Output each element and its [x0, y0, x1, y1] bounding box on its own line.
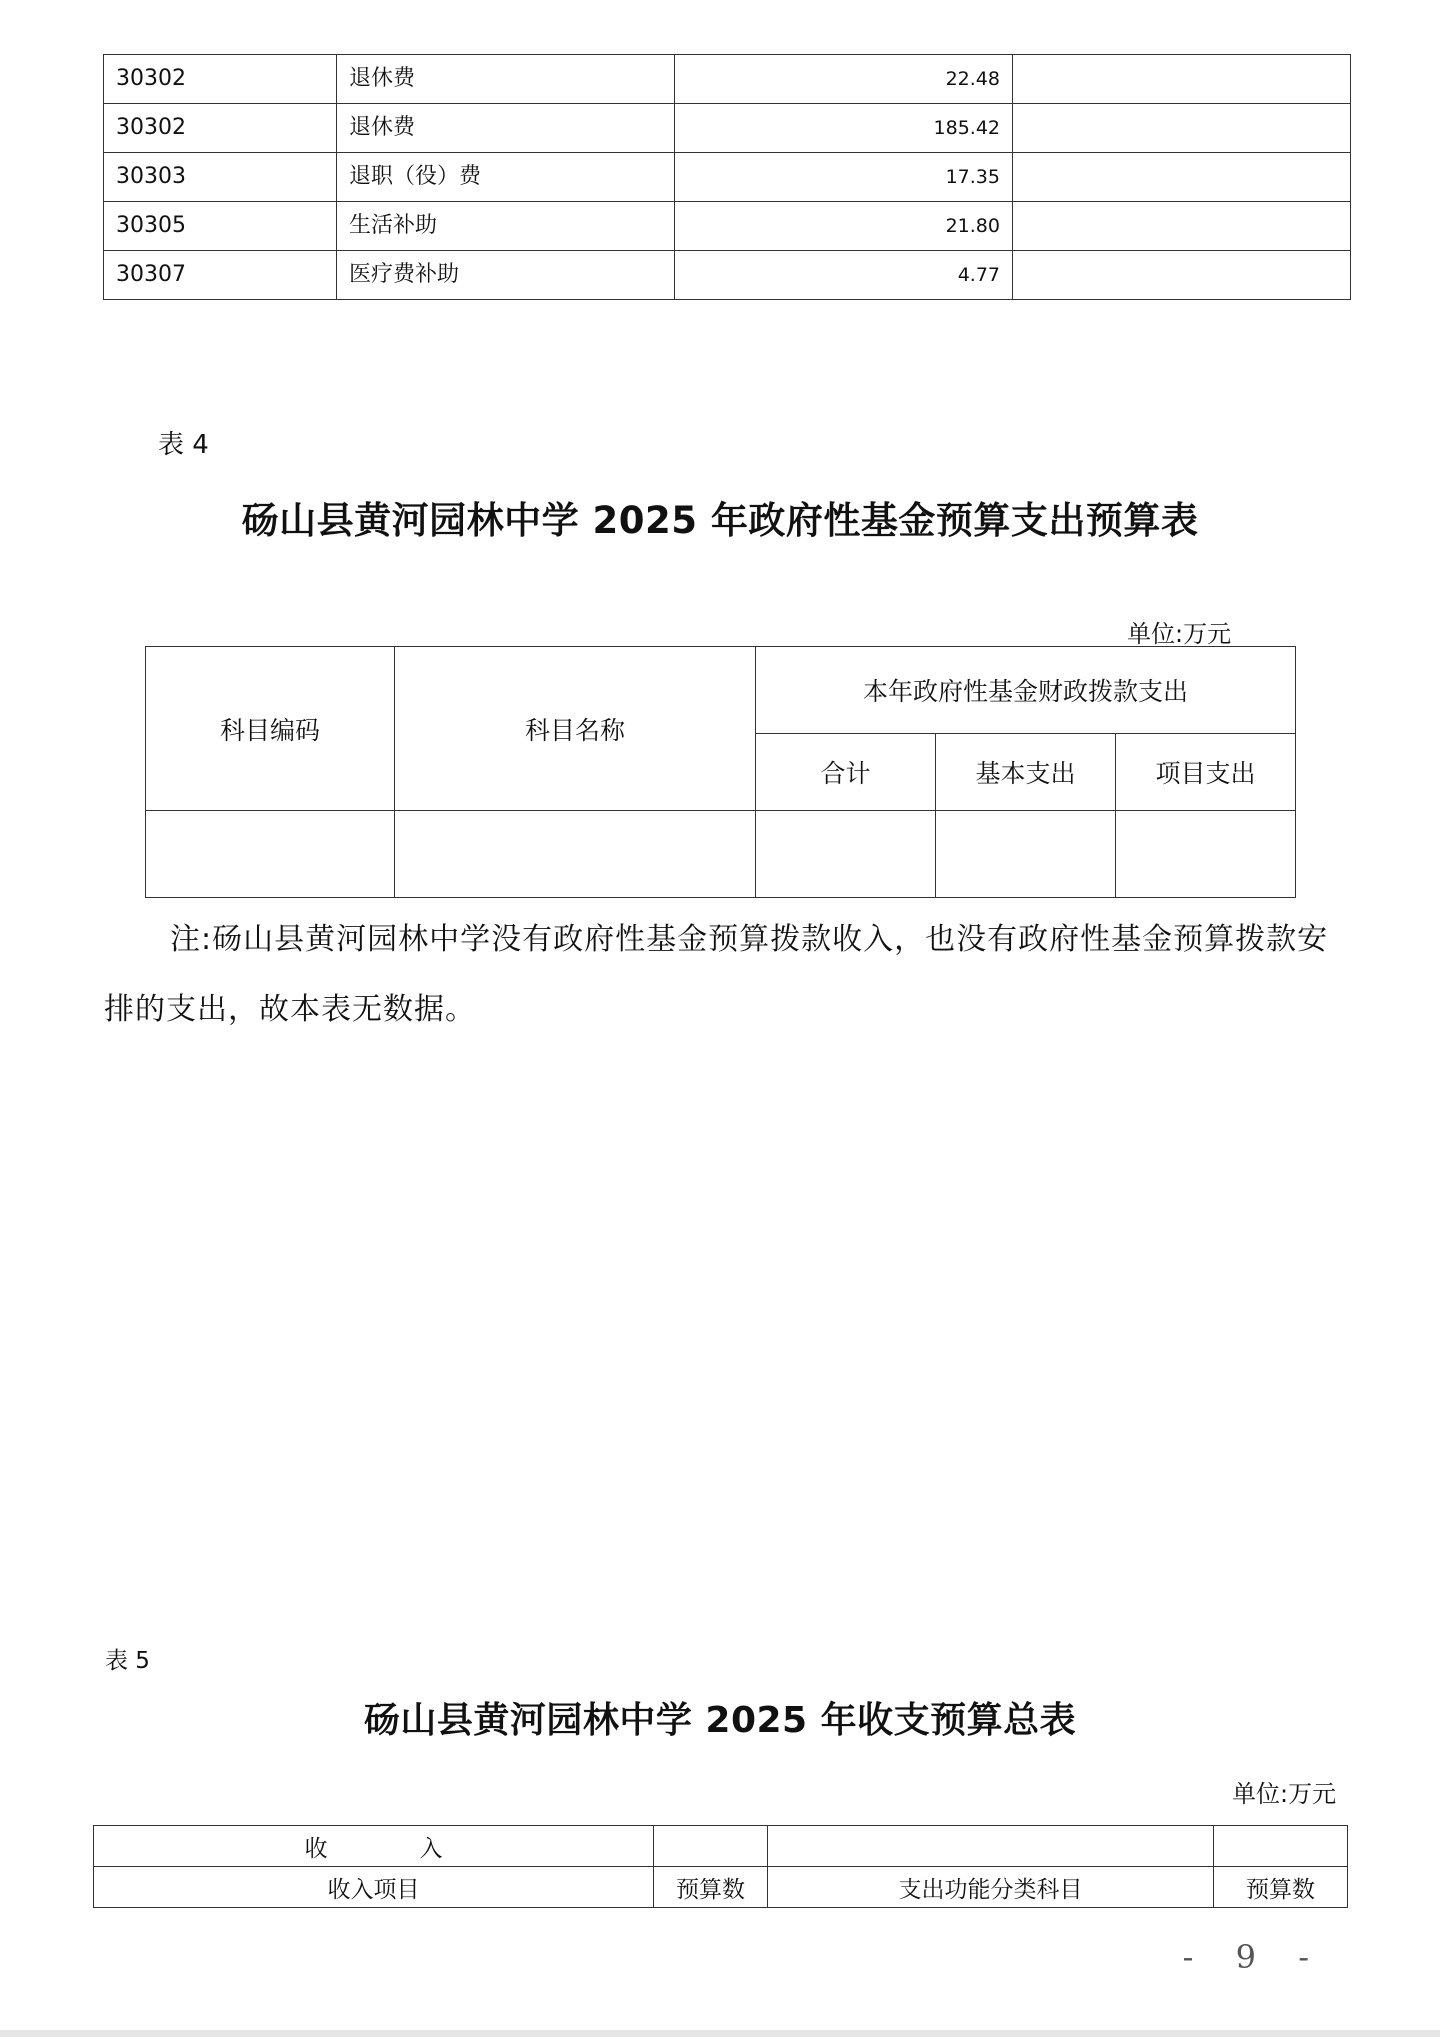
cell-name: 生活补助 — [337, 202, 675, 251]
table5-title: 砀山县黄河园林中学 2025 年收支预算总表 — [363, 1700, 1077, 1741]
header-total: 合计 — [756, 734, 936, 811]
table4-note: 注:砀山县黄河园林中学没有政府性基金预算拨款收入，也没有政府性基金预算拨款安排的支出，故本表无数据。 — [104, 922, 1329, 1027]
empty-cell — [146, 811, 395, 898]
cell-amount: 185.42 — [675, 104, 1013, 153]
cell-extra — [1013, 202, 1351, 251]
empty-cell — [395, 811, 756, 898]
table4-label: 表 4 — [158, 430, 209, 460]
cell-name: 退休费 — [337, 104, 675, 153]
cell-name: 医疗费补助 — [337, 251, 675, 300]
table5-unit: 单位:万元 — [1232, 1780, 1337, 1808]
header-budget-a: 预算数 — [654, 1867, 768, 1908]
cell-extra — [1013, 153, 1351, 202]
table5-label: 表 5 — [105, 1648, 150, 1674]
header-basic: 基本支出 — [936, 734, 1116, 811]
cell-code: 30305 — [104, 202, 337, 251]
table-header-row — [94, 1867, 1348, 1908]
header-name: 科目名称 — [395, 647, 756, 811]
header-code: 科目编码 — [146, 647, 395, 811]
table-row — [104, 251, 1351, 300]
cell-amount: 21.80 — [675, 202, 1013, 251]
table4-title: 砀山县黄河园林中学 2025 年政府性基金预算支出预算表 — [241, 499, 1199, 542]
header-budget-b: 预算数 — [1214, 1867, 1348, 1908]
empty-cell — [768, 1826, 1214, 1867]
empty-cell — [936, 811, 1116, 898]
empty-cell — [654, 1826, 768, 1867]
table-row — [104, 55, 1351, 104]
header-group: 本年政府性基金财政拨款支出 — [756, 647, 1296, 734]
bottom-divider — [0, 2030, 1440, 2037]
cell-name: 退休费 — [337, 55, 675, 104]
cell-extra — [1013, 104, 1351, 153]
table-row — [104, 104, 1351, 153]
table-row — [104, 153, 1351, 202]
table3-continuation — [103, 54, 1351, 300]
cell-amount: 22.48 — [675, 55, 1013, 104]
table4 — [145, 646, 1296, 898]
table-header-row — [146, 647, 1296, 734]
header-project: 项目支出 — [1116, 734, 1296, 811]
cell-extra — [1013, 55, 1351, 104]
header-income: 收 入 — [94, 1826, 654, 1867]
cell-amount: 4.77 — [675, 251, 1013, 300]
empty-cell — [756, 811, 936, 898]
cell-code: 30307 — [104, 251, 337, 300]
table4-unit: 单位:万元 — [1127, 620, 1232, 648]
cell-code: 30302 — [104, 104, 337, 153]
header-expense-item: 支出功能分类科目 — [768, 1867, 1214, 1908]
empty-cell — [1116, 811, 1296, 898]
table-header-row — [94, 1826, 1348, 1867]
empty-cell — [1214, 1826, 1348, 1867]
page-number: - 9 - — [1182, 1938, 1325, 1976]
cell-name: 退职（役）费 — [337, 153, 675, 202]
table-row — [104, 202, 1351, 251]
table-row — [146, 811, 1296, 898]
cell-code: 30302 — [104, 55, 337, 104]
cell-amount: 17.35 — [675, 153, 1013, 202]
cell-extra — [1013, 251, 1351, 300]
header-income-item: 收入项目 — [94, 1867, 654, 1908]
table5 — [93, 1825, 1348, 1908]
cell-code: 30303 — [104, 153, 337, 202]
